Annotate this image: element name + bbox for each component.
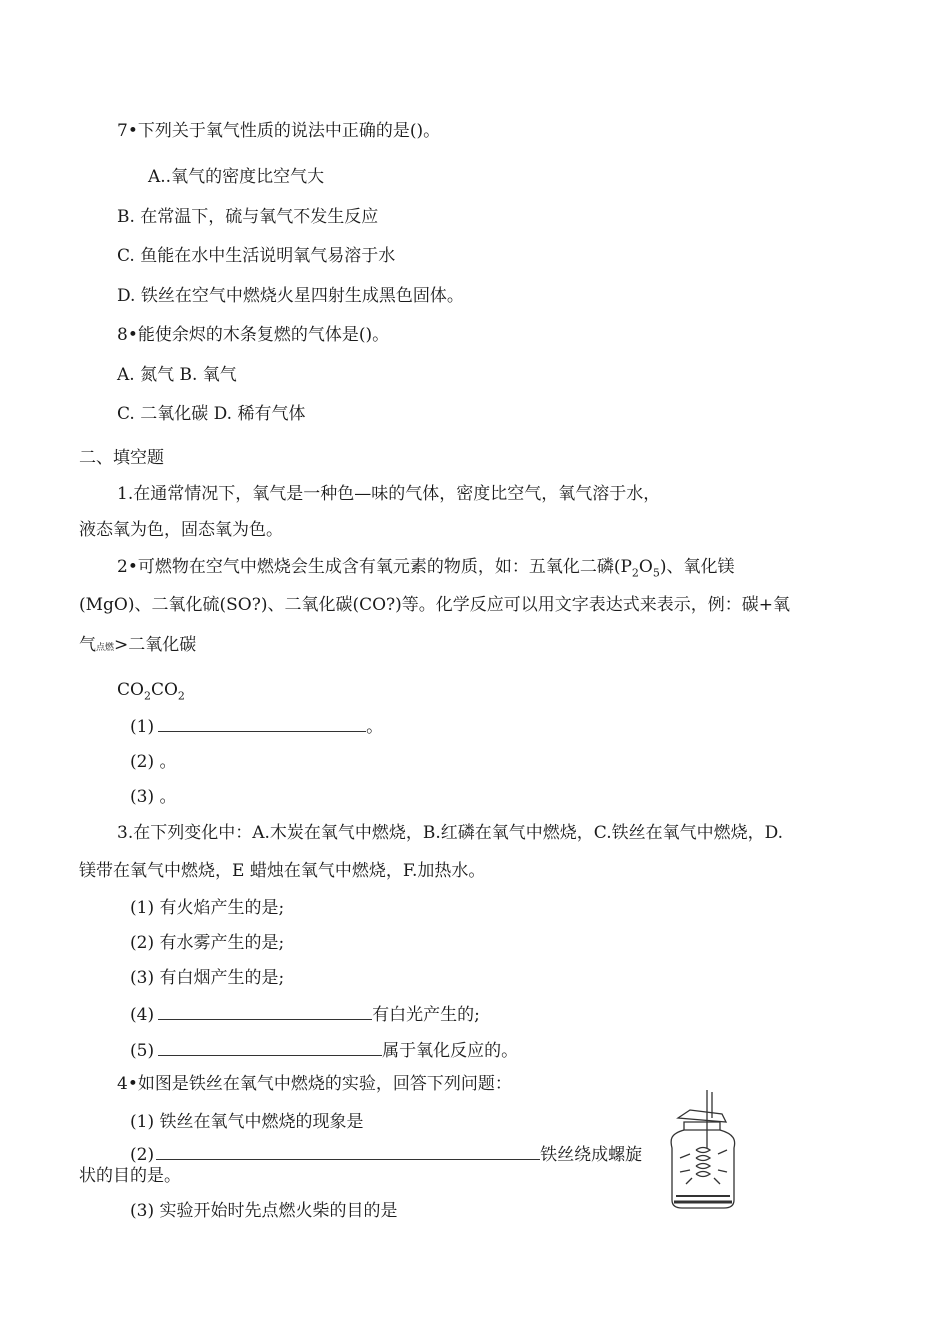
- fill2-text: >二氧化碳: [114, 635, 197, 655]
- q7-stem: 7•下列关于氧气性质的说法中正确的是()。: [117, 121, 441, 141]
- subscript: 2: [631, 566, 639, 580]
- q8-options-ab: A. 氮气 B. 氧气: [117, 365, 237, 385]
- fill3-item4: [130, 1003, 480, 1026]
- item-number: (2): [130, 1145, 155, 1165]
- spark-line: [686, 1178, 692, 1184]
- section-title: 二、填空题: [79, 448, 164, 468]
- iron-wire-combustion-flask-image: [660, 1088, 744, 1210]
- answer-blank[interactable]: [158, 1003, 372, 1020]
- fill4-line1: 4•如图是铁丝在氧气中燃烧的实验，回答下列问题：: [117, 1074, 512, 1094]
- item-number: (5): [130, 1041, 155, 1061]
- fill3-line2: 镁带在氧气中燃烧，E 蜡烛在氧气中燃烧，F.加热水。: [79, 861, 486, 881]
- item-text: 有白光产生的;: [372, 1005, 480, 1025]
- q7-option-c: C. 鱼能在水中生活说明氧气易溶于水: [117, 246, 396, 266]
- formula-text: CO: [150, 680, 178, 700]
- fill3-line1: 3.在下列变化中：A.木炭在氧气中燃烧，B.红磷在氧气中燃烧，C.铁丝在氧气中燃烧，D.: [117, 823, 784, 843]
- fill2-item3: (3) 。: [130, 787, 177, 807]
- subscript: 5: [652, 566, 660, 580]
- fill2-line3: [79, 634, 196, 659]
- q7-option-b: B. 在常温下，硫与氧气不发生反应: [117, 207, 379, 227]
- fill3-item1: (1) 有火焰产生的是;: [130, 898, 285, 918]
- subscript: 2: [177, 689, 185, 703]
- spark-line: [718, 1170, 727, 1172]
- fill2-line2: (MgO)、二氧化硫(SO?)、二氧化碳(CO?)等。化学反应可以用文字表达式来表示，例：碳+氧: [79, 595, 791, 615]
- spark-line: [718, 1150, 727, 1154]
- fill4-item2: [130, 1143, 642, 1166]
- lid: [678, 1110, 726, 1122]
- fill2-item2: (2) 。: [130, 752, 177, 772]
- fill2-text: )、氧化镁: [659, 557, 735, 577]
- fill4-item3: (3) 实验开始时先点燃火柴的目的是: [130, 1201, 398, 1221]
- item-number: (1): [130, 717, 155, 737]
- answer-blank[interactable]: [158, 1039, 382, 1056]
- reaction-condition: 点燃: [96, 643, 115, 653]
- fill2-line1: [117, 556, 735, 584]
- fill1-line2: 液态氧为色，固态氧为色。: [79, 520, 283, 540]
- spark-line: [714, 1178, 720, 1184]
- spark-line: [680, 1154, 690, 1158]
- fill2-text: 气: [79, 635, 96, 655]
- answer-blank[interactable]: [158, 715, 366, 732]
- fill4-item2-cont: 状的目的是。: [79, 1166, 181, 1186]
- subscript: 2: [143, 689, 151, 703]
- item-text: 铁丝绕成螺旋: [540, 1145, 643, 1165]
- q8-options-cd: C. 二氧化碳 D. 稀有气体: [117, 404, 306, 424]
- item-end: 。: [366, 717, 384, 737]
- iron-wire-coil: [696, 1148, 710, 1177]
- fill3-item2: (2) 有水雾产生的是;: [130, 933, 285, 953]
- q7-option-a: A..氧气的密度比空气大: [148, 167, 325, 187]
- fill1-line1: 1.在通常情况下，氧气是一种色—味的气体，密度比空气，氧气溶于水，: [117, 484, 661, 504]
- fill2-item1: [130, 715, 383, 738]
- flask-neck: [684, 1122, 720, 1130]
- fill2-text: 2•可燃物在空气中燃烧会生成含有氧元素的物质，如：五氧化二磷(P: [117, 557, 632, 577]
- fill2-formula: [117, 679, 185, 707]
- formula-text: CO: [117, 680, 144, 700]
- fill4-item1: (1) 铁丝在氧气中燃烧的现象是: [130, 1112, 364, 1132]
- q8-stem: 8•能使余烬的木条复燃的气体是()。: [117, 325, 390, 345]
- spark-line: [680, 1170, 690, 1172]
- fill2-text: O: [638, 557, 653, 577]
- q7-option-d: D. 铁丝在空气中燃烧火星四射生成黑色固体。: [117, 286, 464, 306]
- item-number: (4): [130, 1005, 155, 1025]
- fill3-item3: (3) 有白烟产生的是;: [130, 968, 285, 988]
- fill3-item5: [130, 1039, 518, 1062]
- answer-blank[interactable]: [156, 1143, 540, 1160]
- item-text: 属于氧化反应的。: [382, 1041, 519, 1061]
